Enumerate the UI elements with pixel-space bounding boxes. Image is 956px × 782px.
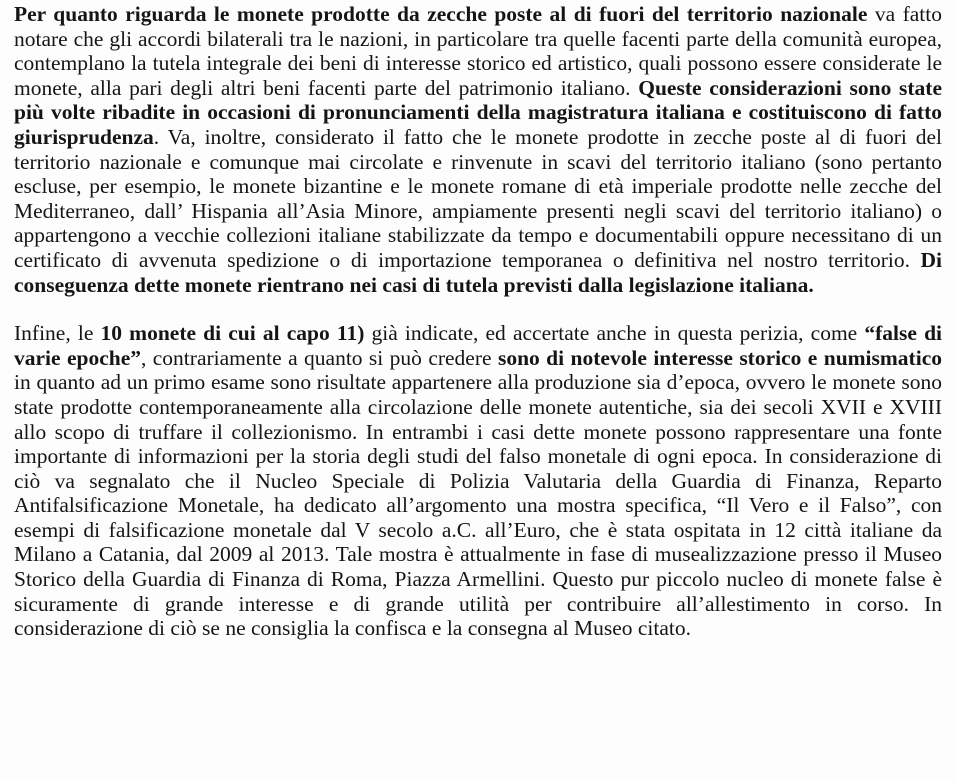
body-text: in quanto ad un primo esame sono risultate appartenere alla produzione sia d’epoca, ovvero le monete sono state prodotte contemporaneamente alla circolazione delle monete autentiche, sia dei secoli XVII e XVIII allo scopo di truffare il collezionismo. In entrambi i casi dette monete possono rappresentare una fonte importante di informazioni per la storia degli studi del falso monetale di ogni epoca. In considerazione di ciò va segnalato che il Nucleo Speciale di Polizia Valutaria della Guardia di Finanza, Reparto Antifalsificazione Monetale, ha dedicato all’argomento una mostra specifica, “Il Vero e il Falso”, con esempi di falsificazione monetale dal V secolo a.C. all’Euro, che è stata ospitata in 12 città italiane da Milano a Catania, dal 2009 al 2013. Tale mostra è attualmente in fase di musealizzazione presso il Museo Storico della Guardia di Finanza di Roma, Piazza Armellini. Questo pur piccolo nucleo di monete false è sicuramente di grande interesse e di grande utilità per contribuire all’allestimento in corso. In considerazione di ciò se ne consiglia la confisca e la consegna al Museo citato. xyxy=(14,370,942,641)
bold-phrase: Di conseguenza dette monete rientrano nei casi di tutela previsti dalla legislazione italiana. xyxy=(14,247,942,297)
body-text: già indicate, ed accertate anche in questa perizia, come xyxy=(364,321,865,346)
bold-phrase: 10 monete di cui al capo 11) xyxy=(100,321,365,346)
bold-phrase: Queste considerazioni sono state più volte ribadite in occasioni di pronunciamenti della magistratura italiana e costituiscono di fatto giurisprudenza xyxy=(14,75,942,149)
bold-phrase: Per quanto riguarda le monete prodotte da zecche poste al di fuori del territorio nazionale xyxy=(14,2,868,26)
body-text: . Va, inoltre, considerato il fatto che le monete prodotte in zecche poste al di fuori del territorio nazionale e comunque mai circolate e rinvenute in scavi del territorio italiano (sono pertanto escluse, per esempio, le monete bizantine e le monete romane di età imperiale prodotte nelle zecche del Mediterraneo, dall’ Hispania all’Asia Minore, ampiamente presenti negli scavi del territorio italiano) o appartengono a vecchie collezioni italiane stabilizzate da tempo e documentabili oppure necessitano di un certificato di avvenuta spedizione o di importazione temporanea o definitiva nel nostro territorio. xyxy=(14,124,942,272)
document-body xyxy=(14,2,942,641)
bold-phrase: “false di varie epoche” xyxy=(14,321,942,370)
paragraph-false-coins xyxy=(14,321,942,641)
bold-phrase: sono di notevole interesse storico e numismatico xyxy=(497,345,942,370)
paragraph-foreign-coins xyxy=(14,2,942,297)
body-text: va fatto notare che gli accordi bilaterali tra le nazioni, in particolare tra quelle facenti parte della comunità europea, contemplano la tutela integrale dei beni di interesse storico ed artistico, quali possono essere considerate le monete, alla pari degli altri beni facenti parte del patrimonio italiano. xyxy=(14,2,942,100)
body-text: , contrariamente a quanto si può credere xyxy=(141,345,498,370)
body-text: Infine, le xyxy=(14,321,101,346)
